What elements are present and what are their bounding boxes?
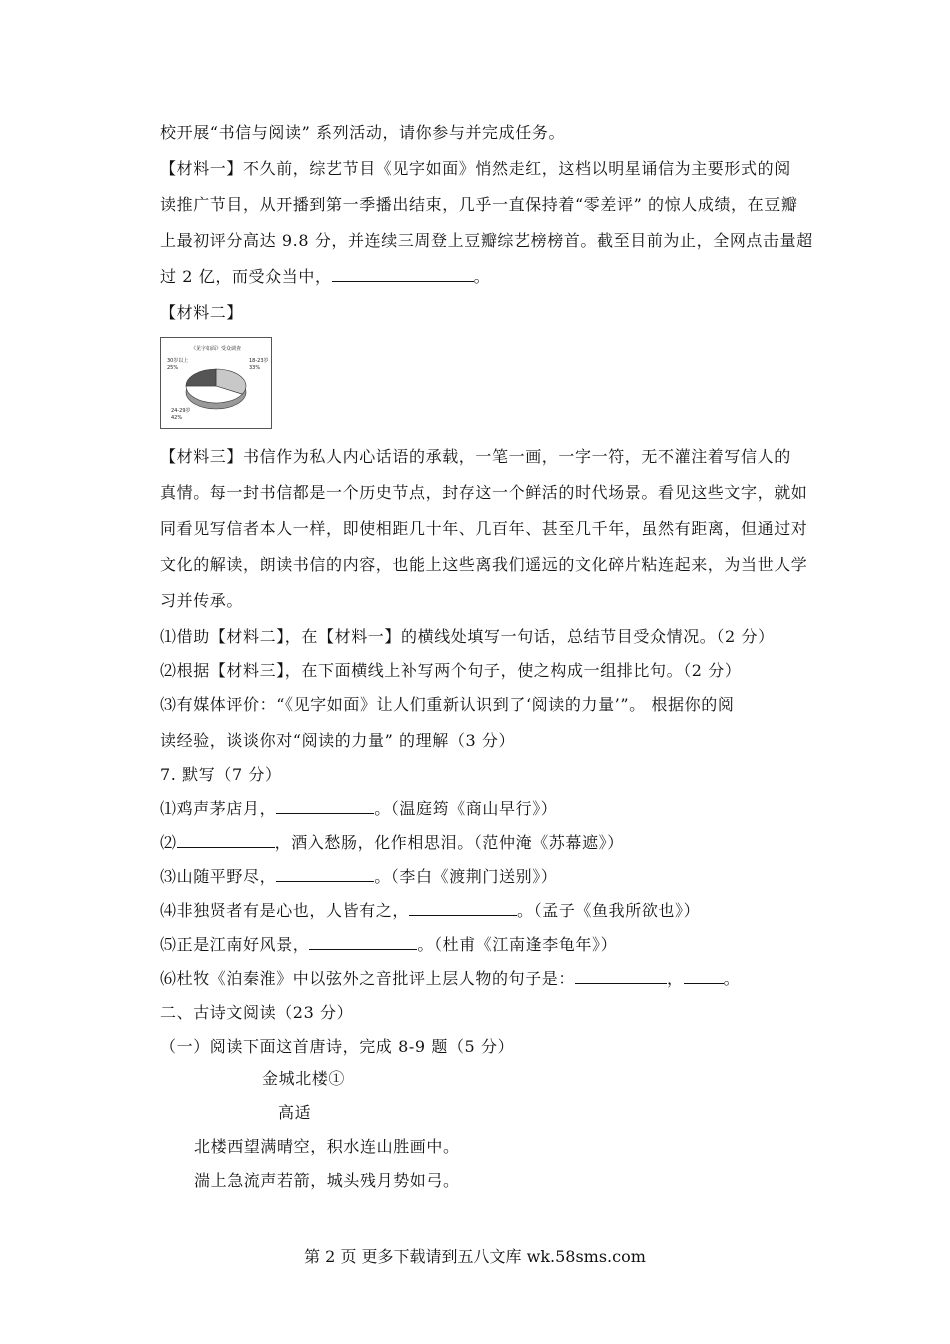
dictation-4 <box>160 900 700 922</box>
material-three-line-3: 同看见写信者本人一样，即使相距几十年、几百年、甚至几千年，虽然有距离，但通过对 <box>160 519 808 538</box>
poem-title: 金城北楼① <box>262 1069 346 1088</box>
intro-line: 校开展“书信与阅读” 系列活动，请你参与并完成任务。 <box>160 123 566 142</box>
material-one-line-3: 上最初评分高达 9.8 分，并连续三周登上豆瓣综艺榜榜首。截至目前为止，全网点击量超 <box>160 231 813 250</box>
dictation-1-source: 。（温庭筠《商山早行》） <box>374 799 558 818</box>
material-one-line-1: 【材料一】不久前，综艺节目《见字如面》悄然走红，这档以明星诵信为主要形式的阅 <box>160 159 791 178</box>
answer-blank[interactable] <box>409 900 517 916</box>
answer-blank[interactable] <box>276 798 374 814</box>
dictation-5-text: ⑸正是江南好风景， <box>160 935 310 954</box>
slice-pct-18-23: 33% <box>249 365 261 371</box>
dictation-2-source: ，酒入愁肠，化作相思泪。（范仲淹《苏幕遮》） <box>274 833 624 852</box>
material-two-heading: 【材料二】 <box>160 303 244 322</box>
material-one-text: 过 2 亿，而受众当中， <box>160 267 332 286</box>
dictation-3-source: 。（李白《渡荆门送别》） <box>374 867 558 886</box>
answer-blank[interactable] <box>332 266 474 282</box>
dictation-3-text: ⑶山随平野尽， <box>160 867 277 886</box>
answer-blank[interactable] <box>575 968 667 984</box>
slice-pct-30plus: 25% <box>167 365 179 371</box>
answer-blank[interactable] <box>276 866 374 882</box>
chart-title: 《见字如面》受众调查 <box>190 346 242 352</box>
dictation-5-source: 。（杜甫《江南逢李龟年》） <box>417 935 618 954</box>
poem-line-1: 北楼西望满晴空，积水连山胜画中。 <box>194 1137 460 1156</box>
dictation-1 <box>160 798 557 820</box>
material-three-line-5: 习并传承。 <box>160 591 244 610</box>
poem-author: 高适 <box>278 1103 312 1122</box>
material-three-line-1: 【材料三】书信作为私人内心话语的承载，一笔一画，一字一符，无不灌注着写信人的 <box>160 447 791 466</box>
dictation-6-end: 。 <box>723 969 741 988</box>
poem-line-2: 湍上急流声若箭，城头残月势如弓。 <box>194 1171 460 1190</box>
subsection-1-heading: （一）阅读下面这首唐诗，完成 8-9 题（5 分） <box>160 1037 515 1056</box>
pie-slice-2 <box>186 369 216 386</box>
answer-blank[interactable] <box>309 934 417 950</box>
dictation-2-text: ⑵ <box>160 833 177 852</box>
dictation-3 <box>160 866 557 888</box>
dictation-4-source: 。（孟子《鱼我所欲也》） <box>517 901 701 920</box>
section-2-heading: 二、古诗文阅读（23 分） <box>160 1003 354 1022</box>
dictation-5 <box>160 934 617 956</box>
question-1: ⑴借助【材料二】，在【材料一】的横线处填写一句话，总结节目受众情况。（2 分） <box>160 627 775 646</box>
answer-blank[interactable] <box>177 832 275 848</box>
material-one-end: 。 <box>473 267 491 286</box>
material-one-line-2: 读推广节目，从开播到第一季播出结束，几乎一直保持着“零差评” 的惊人成绩，在豆瓣 <box>160 195 798 214</box>
page-footer: 第 2 页 更多下载请到五八文库 wk.58sms.com <box>304 1247 646 1266</box>
slice-label-18-23: 18-23岁 <box>249 358 269 364</box>
slice-label-24-29: 24-29岁 <box>171 408 191 414</box>
material-three-line-4: 文化的解读，朗读书信的内容，也能上这些离我们遥远的文化碎片粘连起来，为当世人学 <box>160 555 808 574</box>
slice-label-30plus: 30岁以上 <box>167 358 189 364</box>
slice-pct-24-29: 42% <box>171 415 183 421</box>
material-one-line-4 <box>160 266 490 288</box>
answer-blank[interactable] <box>684 968 724 984</box>
question-2: ⑵根据【材料三】，在下面横线上补写两个句子，使之构成一组排比句。（2 分） <box>160 661 742 680</box>
section-7-heading: 7. 默写（7 分） <box>160 765 282 784</box>
audience-survey-chart <box>160 337 272 429</box>
material-three-line-2: 真情。每一封书信都是一个历史节点，封存这一个鲜活的时代场景。看见这些文字，就如 <box>160 483 808 502</box>
dictation-6-comma: ， <box>667 969 684 988</box>
dictation-6-text: ⑹杜牧《泊秦淮》中以弦外之音批评上层人物的句子是： <box>160 969 576 988</box>
question-3-line-1: ⑶有媒体评价：“《见字如面》让人们重新认识到了‘阅读的力量’”。 根据你的阅 <box>160 695 735 714</box>
dictation-2 <box>160 832 624 854</box>
dictation-1-text: ⑴鸡声茅店月， <box>160 799 277 818</box>
question-3-line-2: 读经验，谈谈你对“阅读的力量” 的理解（3 分） <box>160 731 516 750</box>
dictation-6 <box>160 968 740 990</box>
dictation-4-text: ⑷非独贤者有是心也，人皆有之， <box>160 901 410 920</box>
